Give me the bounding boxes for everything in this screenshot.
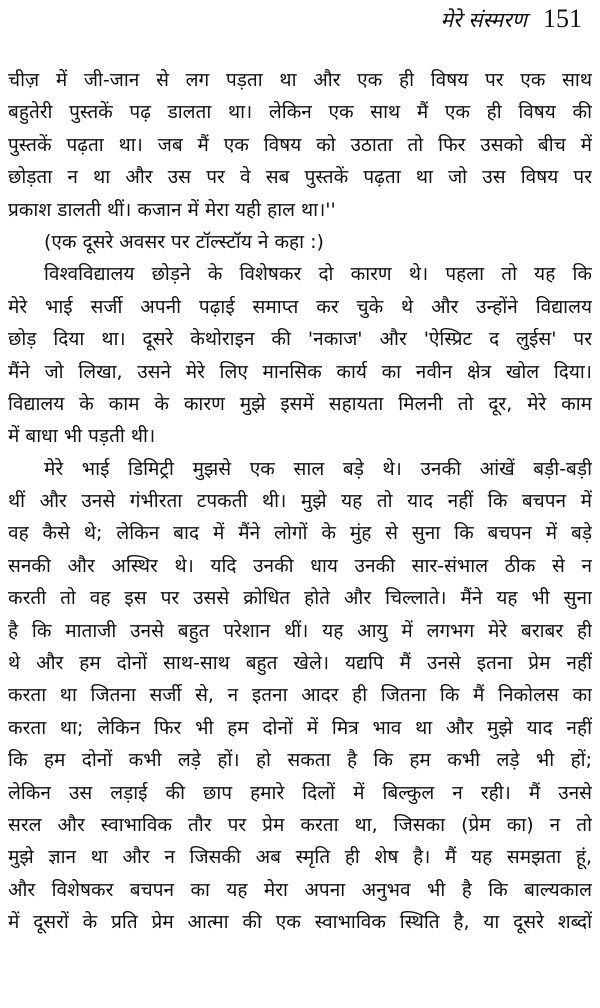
text-line: में दूसरों के प्रति प्रेम आत्मा की एक स्वाभाविक स्थिति है, या दूसरे शब्दों bbox=[8, 911, 592, 934]
text-line: और विशेषकर बचपन का यह मेरा अपना अनुभव भी है कि बाल्यकाल bbox=[8, 878, 592, 901]
text-line: विश्वविद्यालय छोड़ने के विशेषकर दो कारण थे। पहला तो यह कि bbox=[44, 263, 592, 286]
text-line: करती तो वह इस पर उससे क्रोधित होते और चिल्लाते। मैंने यह भी सुना bbox=[8, 587, 592, 610]
text-line: मैंने जो लिखा, उसने मेरे लिए मानसिक कार्य का नवीन क्षेत्र खोल दिया। bbox=[8, 360, 592, 383]
text-line: लेकिन उस लड़ाई की छाप हमारे दिलों में बिल्कुल न रही। मैं उनसे bbox=[8, 781, 592, 804]
text-line: थीं और उनसे गंभीरता टपकती थी। मुझे यह तो याद नहीं कि बचपन में bbox=[8, 490, 592, 513]
text-line: प्रकाश डालती थीं। कजान में मेरा यही हाल था।'' bbox=[8, 198, 336, 221]
text-line: थे और हम दोनों साथ-साथ बहुत खेले। यद्यपि मैं उनसे इतना प्रेम नहीं bbox=[8, 652, 592, 675]
text-line: वह कैसे थे; लेकिन बाद में मैंने लोगों के मुंह से सुना कि बचपन में बड़े bbox=[8, 522, 592, 545]
page-number: 151 bbox=[543, 4, 582, 33]
text-line: कि हम दोनों कभी लड़े हों। हो सकता है कि हम कभी लड़े भी हों; bbox=[8, 749, 592, 772]
text-line: छोड़ दिया था। दूसरे केथोराइन की 'नकाज' और 'ऐस्प्रिट द लुईस' पर bbox=[8, 328, 592, 351]
text-line: छोड़ता न था और उस पर वे सब पुस्तकें पढ़ता था जो उस विषय पर bbox=[8, 166, 592, 189]
text-line: मेरे भाई डिमिट्री मुझसे एक साल बड़े थे। उनकी आंखें बड़ी-बड़ी bbox=[44, 457, 592, 480]
text-line: में बाधा भी पड़ती थी। bbox=[8, 425, 156, 448]
text-line: करता था; लेकिन फिर भी हम दोनों में मित्र भाव था और मुझे याद नहीं bbox=[8, 716, 592, 739]
text-line: पुस्तकें पढ़ता था। जब मैं एक विषय को उठाता तो फिर उसको बीच में bbox=[8, 133, 592, 156]
text-line: है कि माताजी उनसे बहुत परेशान थीं। यह आयु में लगभग मेरे बराबर ही bbox=[8, 619, 592, 642]
body-text bbox=[8, 64, 592, 939]
running-head-title: मेरे संस्मरण bbox=[440, 8, 527, 32]
text-line: मुझे ज्ञान था और न जिसकी अब स्मृति ही शेष है। मैं यह समझता हूं, bbox=[8, 846, 592, 869]
text-line: चीज़ में जी-जान से लग पड़ता था और एक ही विषय पर एक साथ bbox=[8, 69, 592, 91]
running-head bbox=[440, 4, 582, 34]
text-line: विद्यालय के काम के कारण मुझे इसमें सहायता मिलनी तो दूर, मेरे काम bbox=[8, 392, 592, 415]
text-line: बहुतेरी पुस्तकें पढ़ डालता था। लेकिन एक साथ मैं एक ही विषय की bbox=[8, 101, 592, 124]
text-line: सरल और स्वाभाविक तौर पर प्रेम करता था, जिसका (प्रेम का) न तो bbox=[8, 813, 592, 836]
text-line: करता था जितना सर्जी से, न इतना आदर ही जितना कि मैं निकोलस का bbox=[8, 684, 592, 707]
text-line: सनकी और अस्थिर थे। यदि उनकी धाय उनकी सार-संभाल ठीक से न bbox=[8, 554, 592, 577]
text-line: (एक दूसरे अवसर पर टॉल्स्टॉय ने कहा :) bbox=[44, 230, 324, 253]
text-line: मेरे भाई सर्जी अपनी पढ़ाई समाप्त कर चुके थे और उन्होंने विद्यालय bbox=[8, 295, 592, 318]
